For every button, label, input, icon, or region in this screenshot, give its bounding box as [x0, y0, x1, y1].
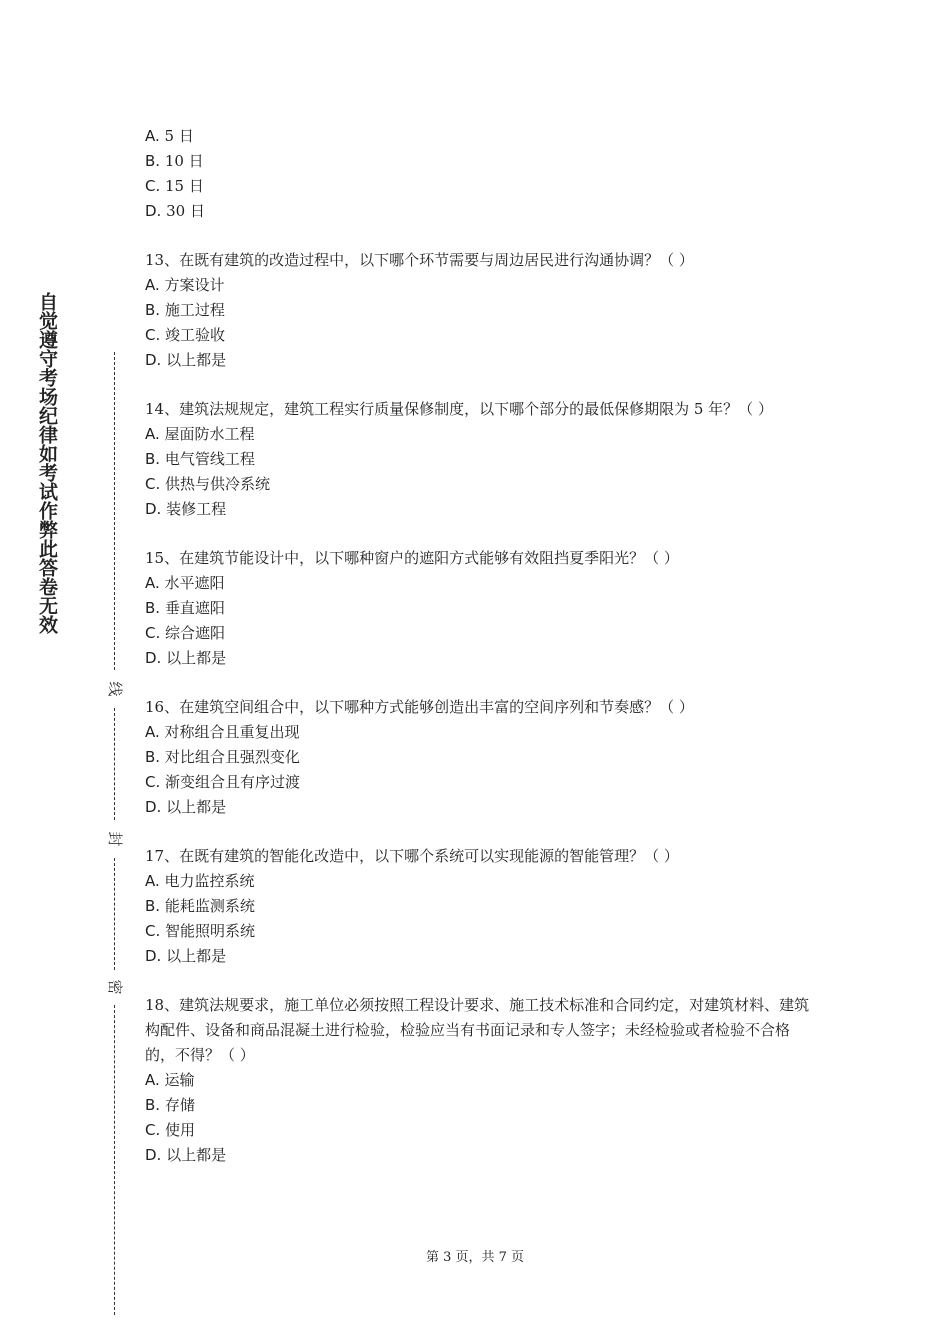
option-b: B. 施工过程 — [145, 301, 225, 319]
seal-line-label-xian: 线 — [106, 681, 124, 697]
option-a: A. 方案设计 — [145, 276, 225, 294]
option-a: A. 运输 — [145, 1071, 195, 1089]
seal-line-label-mi: 密 — [106, 979, 124, 995]
option-c: C. 综合遮阳 — [145, 624, 226, 642]
option-b: B. 10 日 — [145, 152, 204, 170]
option-a: A. 屋面防水工程 — [145, 425, 255, 443]
option-a: A. 5 日 — [145, 127, 194, 145]
option-c: C. 竣工验收 — [145, 326, 226, 344]
option-c: C. 智能照明系统 — [145, 922, 256, 940]
option-d: D. 以上都是 — [145, 649, 227, 667]
option-b: B. 电气管线工程 — [145, 450, 255, 468]
previous-question-options — [145, 124, 810, 224]
seal-line-dashes — [114, 708, 115, 820]
seal-line-label-feng: 封 — [106, 831, 124, 847]
seal-line-dashes — [114, 1005, 115, 1315]
option-c: C. 使用 — [145, 1121, 196, 1139]
seal-line-dashes — [114, 352, 115, 670]
question-stem: 13、在既有建筑的改造过程中，以下哪个环节需要与周边居民进行沟通协调？（ ） — [145, 251, 694, 269]
question-stem: 17、在既有建筑的智能化改造中，以下哪个系统可以实现能源的智能管理？（ ） — [145, 847, 679, 865]
option-a: A. 电力监控系统 — [145, 872, 255, 890]
question-stem: 15、在建筑节能设计中，以下哪种窗户的遮阳方式能够有效阻挡夏季阳光？（ ） — [145, 549, 679, 567]
option-d: D. 以上都是 — [145, 351, 227, 369]
option-d: D. 以上都是 — [145, 798, 227, 816]
option-b: B. 对比组合且强烈变化 — [145, 748, 300, 766]
seal-line-dashes — [114, 858, 115, 970]
question-stem: 18、建筑法规要求，施工单位必须按照工程设计要求、施工技术标准和合同约定，对建筑材料、建筑构配件、设备和商品混凝土进行检验，检验应当有书面记录和专人签字；未经检验或者检验不合格的，不得？（ ） — [145, 996, 810, 1064]
option-d: D. 以上都是 — [145, 1146, 227, 1164]
option-b: B. 存储 — [145, 1096, 195, 1114]
question-15 — [145, 546, 810, 671]
exam-discipline-warning: 自觉遵守考场纪律如考试作弊此答卷无效 — [36, 292, 58, 634]
question-18 — [145, 993, 810, 1168]
question-14 — [145, 397, 810, 522]
question-17 — [145, 844, 810, 969]
option-c: C. 15 日 — [145, 177, 204, 195]
question-stem: 16、在建筑空间组合中，以下哪种方式能够创造出丰富的空间序列和节奏感？（ ） — [145, 698, 694, 716]
page-number: 第 3 页，共 7 页 — [425, 1250, 525, 1265]
option-b: B. 垂直遮阳 — [145, 599, 225, 617]
option-c: C. 渐变组合且有序过渡 — [145, 773, 301, 791]
option-d: D. 以上都是 — [145, 947, 227, 965]
question-16 — [145, 695, 810, 820]
option-c: C. 供热与供冷系统 — [145, 475, 271, 493]
option-a: A. 水平遮阳 — [145, 574, 225, 592]
option-b: B. 能耗监测系统 — [145, 897, 255, 915]
question-content — [145, 124, 810, 1168]
question-13 — [145, 248, 810, 373]
option-d: D. 装修工程 — [145, 500, 227, 518]
option-d: D. 30 日 — [145, 202, 205, 220]
question-stem: 14、建筑法规规定，建筑工程实行质量保修制度，以下哪个部分的最低保修期限为 5 年？（ ） — [145, 400, 773, 418]
option-a: A. 对称组合且重复出现 — [145, 723, 300, 741]
